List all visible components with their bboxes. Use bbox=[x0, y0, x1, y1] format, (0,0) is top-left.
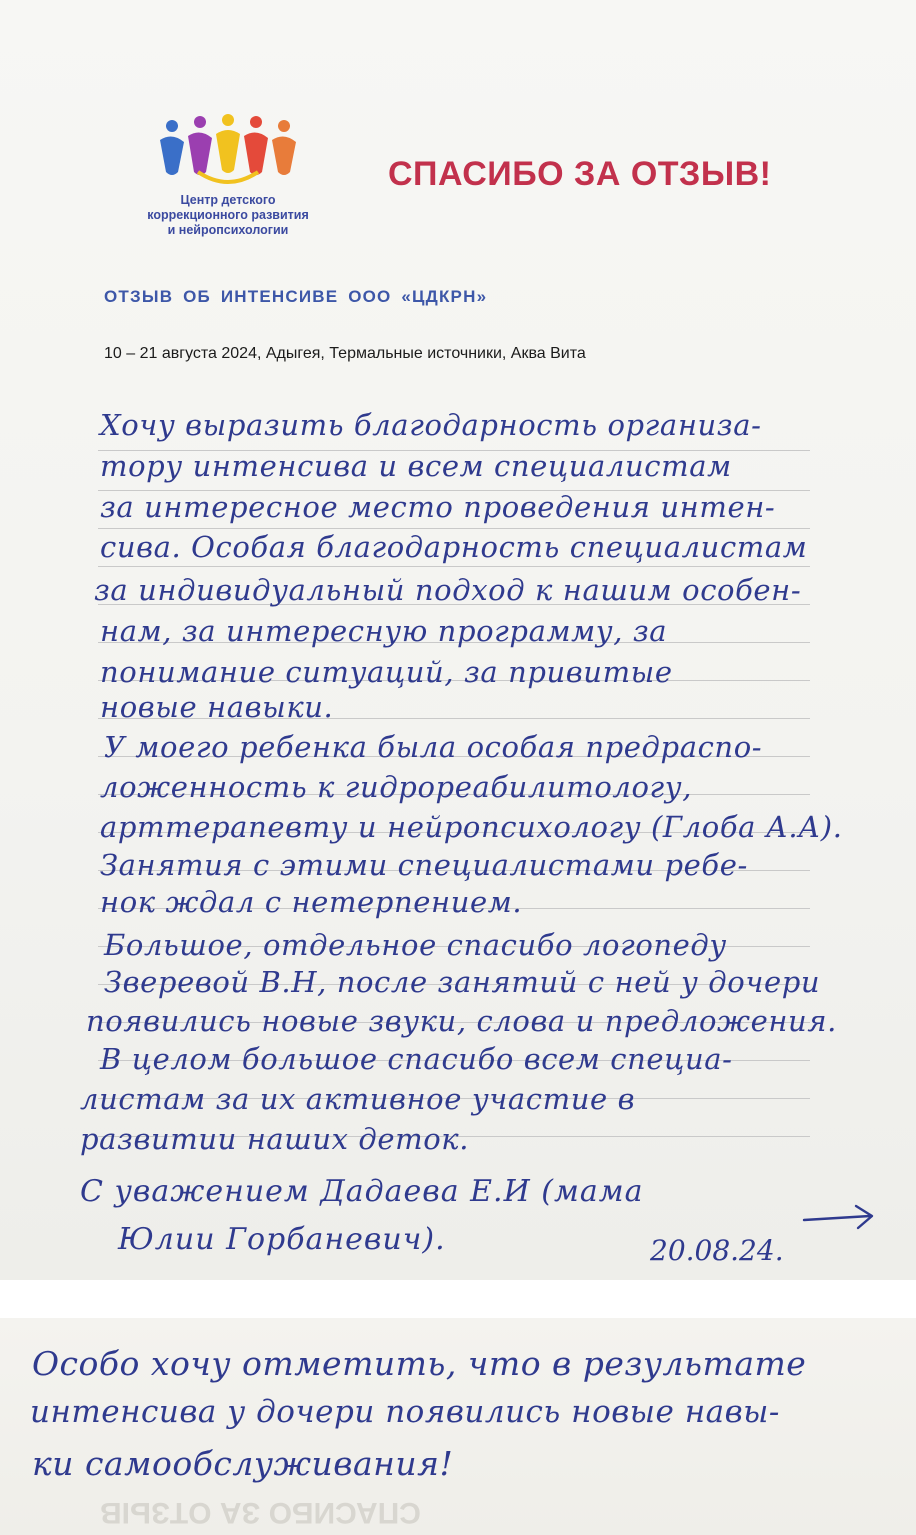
signature-line: С уважением Дадаева Е.И (мама bbox=[80, 1174, 644, 1209]
addendum-line: Особо хочу отметить, что в результате bbox=[32, 1344, 807, 1383]
review-line: ложенность к гидрореабилитологу, bbox=[100, 770, 693, 804]
review-line: арттерапевту и нейропсихологу (Глоба А.А). bbox=[100, 810, 843, 844]
ruled-line bbox=[98, 528, 810, 529]
signature-date: 20.08.24. bbox=[650, 1234, 784, 1267]
review-line: новые навыки. bbox=[100, 690, 334, 724]
thanks-title: СПАСИБО ЗА ОТЗЫВ! bbox=[388, 155, 772, 193]
review-line: нам, за интересную программу, за bbox=[100, 614, 668, 648]
addendum-line: интенсива у дочери появились новые навы- bbox=[30, 1394, 780, 1430]
review-line: листам за их активное участие в bbox=[80, 1082, 636, 1116]
review-line: понимание ситуаций, за привитые bbox=[100, 655, 673, 689]
review-line: появились новые звуки, слова и предложения. bbox=[86, 1004, 837, 1038]
review-line: развитии наших деток. bbox=[80, 1122, 470, 1156]
logo-line: Центр детского bbox=[180, 193, 276, 207]
review-line: нок ждал с нетерпением. bbox=[100, 885, 523, 919]
logo-caption bbox=[108, 193, 348, 238]
review-line: У моего ребенка была особая предраспо- bbox=[104, 730, 763, 764]
review-line: за интересное место проведения интен- bbox=[100, 490, 776, 524]
addendum-line: ки самообслуживания! bbox=[32, 1444, 454, 1483]
review-line: Зверевой В.Н, после занятий с ней у дочери bbox=[104, 965, 821, 999]
review-line: за индивидуальный подход к нашим особен- bbox=[94, 573, 802, 607]
logo-line: коррекционного развития bbox=[147, 208, 309, 222]
form-subtitle: ОТЗЫВ ОБ ИНТЕНСИВЕ ООО «ЦДКРН» bbox=[104, 287, 488, 306]
review-line: Занятия с этими специалистами ребе- bbox=[100, 848, 748, 882]
review-line: Хочу выразить благодарность организа- bbox=[100, 408, 762, 442]
event-dateline: 10 – 21 августа 2024, Адыгея, Термальные источники, Аква Вита bbox=[104, 345, 586, 362]
ruled-line bbox=[98, 566, 810, 567]
arrow-right-icon bbox=[800, 1198, 880, 1238]
signature-name: Юлии Горбаневич). bbox=[118, 1222, 446, 1257]
review-line: Большое, отдельное спасибо логопеду bbox=[104, 928, 727, 962]
logo-line: и нейропсихологии bbox=[167, 223, 289, 237]
review-line: сива. Особая благодарность специалистам bbox=[100, 530, 808, 564]
review-line: В целом большое спасибо всем специа- bbox=[100, 1042, 733, 1076]
bleed-through-title: СПАСИБО ЗА ОТЗЫВ bbox=[100, 1496, 421, 1529]
review-line: тору интенсива и всем специалистам bbox=[100, 449, 732, 483]
